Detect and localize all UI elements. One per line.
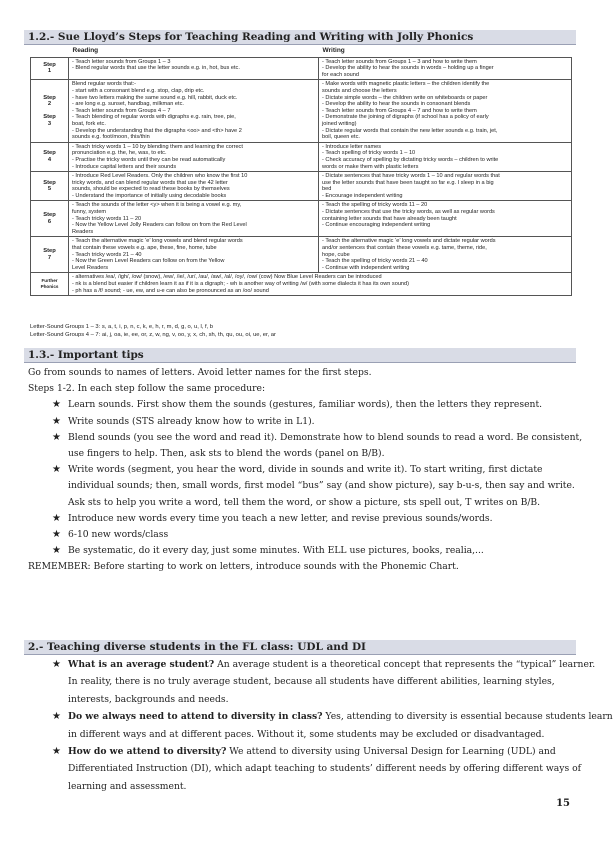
step-label-line: 5 (47, 186, 52, 193)
reading-line: that contain these vowels e.g. ape, these, fine, home, tube (72, 245, 217, 252)
writing-line: - Teach spelling of tricky words 1 – 10 (322, 150, 416, 157)
writing-line: - Demonstrate the joining of digraphs (if school has a policy of early (322, 114, 489, 121)
tip-bullet (28, 430, 583, 462)
writing-line: - Make words with magnetic plastic letters – the children identify the (322, 81, 490, 88)
reading-line: - Develop the understanding that the digraphs <oo> and <th> have 2 (72, 127, 242, 134)
qa-question: What is an average student? (68, 659, 215, 670)
reading-line: tricky words, and can blend regular words that use the 42 letter (72, 179, 228, 186)
tip-bullet (28, 397, 576, 413)
writing-line: - Teach letter sounds from Groups 4 – 7 and how to write them (322, 107, 477, 114)
section-heading-jolly-phonics (24, 30, 576, 44)
writing-line: bed (322, 186, 332, 193)
section-heading-text: 1.3.- Important tips (28, 349, 144, 361)
writing-line: - Encourage independent writing (322, 192, 403, 199)
reading-line: - Teach the alternative magic ‘e’ long vowels and blend regular words (72, 238, 243, 245)
writing-line: - Teach letter sounds from Groups 1 – 3 and how to write them (322, 58, 477, 65)
table-body (31, 57, 572, 296)
step-label-line: 3 (47, 120, 52, 127)
reading-line: - Practise the tricky words until they can be read automatically (72, 156, 226, 163)
tip-bullet-line: 6-10 new words/class (68, 529, 169, 541)
reading-line: pronunciation e.g. the, he, was, to etc. (72, 150, 167, 157)
reading-line: - Teach tricky words 21 – 40 (72, 251, 142, 258)
reading-line: - Introduce capital letters and their sounds (72, 163, 177, 170)
further-phonics-line: - nk is a blend but easier if children learn it as if it is a digraph; - wh is another way of writing /w/ (with some dialects it has its own sound) (72, 281, 410, 287)
step-row (31, 57, 572, 80)
tip-bullet-line: Write words (segment, you hear the word, divide in sounds and write it). To start writing, first dictate (68, 464, 543, 476)
writing-line: - Teach the spelling of tricky words 21 – 40 (322, 258, 428, 265)
step-label-line: Step (43, 150, 56, 157)
step-label-line: Step (43, 114, 56, 121)
letter-sound-group-4-7: Letter-Sound Groups 4 – 7: ai, j, oa, ie, ee, or, z, w, ng, v, oo, y, x, ch, sh, th, qu, ou, oi, ue, er, ar (30, 332, 276, 338)
tip-bullet-line: Write sounds (STS already know how to write in L1). (68, 415, 315, 427)
step-row (31, 80, 572, 142)
further-phonics-label-line: Phonics (40, 284, 59, 290)
star-bullet-icon: ★ (52, 711, 61, 723)
tip-bullet (28, 462, 576, 511)
reading-cell (69, 80, 319, 142)
qa-question: How do we attend to diversity? (68, 746, 227, 758)
reading-line: sounds e.g. foot/moon, this/thin (72, 134, 150, 141)
step-label-line: Step (43, 61, 56, 68)
further-phonics-line: - ph has a /f/ sound; - ue, ew, and u-e can also be pronounced as an /oo/ sound (72, 287, 269, 294)
step-label-line (34, 108, 65, 115)
reading-line: - Teach letter sounds from Groups 4 – 7 (72, 107, 171, 114)
header-writing: Writing (322, 47, 345, 54)
qa-answer-line: learning and assessment. (68, 780, 187, 792)
reading-line: sounds, should be expected to read these books by themselves (72, 186, 230, 193)
reading-cell (69, 172, 319, 201)
reading-line: - start with a consonant blend e.g. stop, clap, drip etc. (72, 87, 205, 94)
writing-line: boil, queen etc. (322, 134, 360, 141)
writing-line: containing letter sounds that have already been taught (322, 215, 457, 222)
writing-line: joined writing) (322, 120, 357, 127)
reading-line: - Teach letter sounds from Groups 1 – 3 (72, 58, 171, 65)
header-reading: Reading (72, 47, 99, 54)
writing-line: hope, cube (322, 251, 350, 258)
star-bullet-icon: ★ (52, 529, 61, 541)
step-label (31, 57, 69, 80)
writing-cell (319, 142, 572, 171)
step-label-line: Step (43, 248, 56, 255)
further-phonics-label-line: Further (41, 277, 58, 283)
step-label (31, 237, 69, 273)
heading-rule (24, 362, 576, 363)
writing-line: for each sound (322, 71, 360, 78)
writing-line: use the letter sounds that have been taught so far e.g. I sleep in a big (322, 179, 494, 186)
writing-line: - Continue with independent writing (322, 264, 410, 271)
letter-sound-group-1-3: Letter-Sound Groups 1 – 3: s, a, t, i, p, n, c, k, e, h, r, m, d, g, o, u, l, f, b (30, 324, 214, 330)
reading-cell (69, 142, 319, 171)
section-heading-diverse-students (24, 640, 576, 654)
reading-line: - Teach the sounds of the letter <y> when it is being a vowel e.g. my, (72, 202, 242, 209)
tips-intro-line: Steps 1-2. In each step follow the same procedure: (28, 383, 266, 395)
qa-answer-line: Yes, attending to diversity is essential because students learn (322, 711, 613, 723)
step-label-line: Step (43, 94, 56, 101)
writing-cell (319, 57, 572, 80)
tip-bullet-line: Blend sounds (you see the word and read it). Demonstrate how to blend sounds to read a word. Be consistent, (68, 431, 583, 443)
writing-line: and/or sentences that contain these vowels e.g. tame, theme, ride, (322, 245, 487, 252)
step-label-line: 2 (47, 101, 52, 108)
step-label-line: Step (43, 179, 56, 186)
qa-answer-line: Differentiated Instruction (DI), which adapt teaching to students’ different needs by offering different ways of (68, 763, 582, 775)
step-label-line: 6 (47, 218, 52, 225)
step-label-line: 1 (47, 68, 52, 75)
step-label-line: 7 (47, 254, 52, 261)
tip-bullet-line: Ask sts to help you write a word, tell them the word, or show a picture, sts spell out, T writes on B/B. (68, 496, 541, 508)
reading-cell (69, 201, 319, 237)
further-phonics-row (31, 273, 572, 296)
writing-cell (319, 237, 572, 273)
reading-line: - Teach tricky words 1 – 10 by blending them and learning the correct (72, 143, 243, 150)
reading-line: - Blend regular words that use the letter sounds e.g. in, hot, bus etc. (72, 65, 240, 72)
writing-line: - Teach the spelling of tricky words 11 – 20 (322, 202, 428, 209)
step-label (31, 172, 69, 201)
further-phonics-label (31, 273, 69, 296)
qa-item (28, 743, 582, 795)
section-heading-important-tips (24, 348, 576, 362)
heading-rule (24, 44, 576, 45)
tip-bullet-line: Be systematic, do it every day, just some minutes. With ELL use pictures, books, realia,... (68, 545, 484, 557)
qa-first-line (68, 708, 613, 725)
tip-bullet-line: Introduce new words every time you teach a new letter, and revise previous sounds/words. (68, 512, 493, 524)
writing-cell (319, 80, 572, 142)
table-header-row (31, 47, 572, 57)
heading-rule (24, 654, 576, 655)
reading-line: Level Readers (72, 264, 109, 271)
tips-bullet-list (28, 397, 583, 559)
star-bullet-icon: ★ (52, 431, 61, 443)
reading-cell (69, 57, 319, 80)
step-row (31, 172, 572, 201)
step-row (31, 237, 572, 273)
star-bullet-icon: ★ (52, 746, 61, 758)
reading-line: - have two letters making the same sound e.g. hill, rabbit, duck etc. (72, 94, 238, 101)
star-bullet-icon: ★ (52, 512, 61, 524)
section-heading-text: 1.2.- Sue Lloyd’s Steps for Teaching Reading and Writing with Jolly Phonics (28, 31, 474, 43)
qa-answer-line: In reality, there is no truly average student, because all students have different abilities, learning styles, (68, 676, 555, 688)
reading-line: Readers (72, 228, 94, 235)
qa-answer-line: We attend to diversity using Universal Design for Learning (UDL) and (226, 746, 556, 758)
reading-line: boat, fork etc. (72, 120, 106, 127)
step-label (31, 201, 69, 237)
reading-line: - Teach tricky words 11 – 20 (72, 215, 142, 222)
writing-line: words or make them with plastic letters (322, 163, 419, 170)
step-label-line: Step (43, 212, 56, 219)
star-bullet-icon: ★ (52, 415, 61, 427)
tip-bullet-line: use fingers to help. Then, ask sts to blend the words (panel on B/B). (68, 448, 385, 460)
jolly-phonics-steps-table (30, 47, 572, 296)
star-bullet-icon: ★ (52, 399, 61, 411)
qa-first-line (68, 656, 596, 673)
writing-line: - Teach the alternative magic ‘e’ long vowels and dictate regular words (322, 238, 496, 245)
reading-line: - Now the Yellow Level Jolly Readers can follow on from the Red Level (72, 222, 247, 229)
reading-line: Blend regular words that:- (72, 81, 137, 88)
star-bullet-icon: ★ (52, 545, 61, 557)
reading-cell (69, 237, 319, 273)
further-phonics-cell (69, 273, 572, 296)
reading-line: - are long e.g. sunset, handbag, milkman etc. (72, 101, 184, 108)
qa-question: Do we always need to attend to diversity in class? (68, 711, 323, 723)
writing-line: - Dictate regular words that contain the new letter sounds e.g. train, jet, (322, 127, 498, 134)
tip-bullet-line: Learn sounds. First show them the sounds (gestures, familiar words), then the letters they represent. (68, 399, 543, 411)
tip-bullet-line: individual sounds; then, small words, first model “bus” say (and show picture), say b-u-s, then say and write. (68, 480, 575, 492)
reading-line: funny, system (72, 209, 107, 216)
writing-cell (319, 172, 572, 201)
writing-line: - Develop the ability to hear the sounds in words – holding up a finger (322, 65, 494, 72)
reading-line: - Teach blending of regular words with digraphs e.g. rain, tree, pie, (72, 114, 236, 121)
tip-bullet (28, 414, 576, 430)
reading-line: - Introduce Red Level Readers. Only the children who know the first 10 (72, 173, 248, 180)
diversity-qa-list (28, 656, 613, 795)
qa-item (28, 656, 596, 708)
further-phonics-line: - alternatives /ea/, /igh/, /ow/ (snow), /ew/, /ie/, /ur/, /au/, /aw/, /al/, /oy/, /ow/ (cow) Now Blue Level Readers can be introduced (72, 274, 382, 281)
step-row (31, 201, 572, 237)
writing-cell (319, 201, 572, 237)
step-row (31, 142, 572, 171)
writing-line: sounds and choose the letters (322, 87, 397, 94)
tip-bullet (28, 543, 576, 559)
star-bullet-icon: ★ (52, 464, 61, 476)
header-step (31, 47, 69, 57)
writing-line: - Check accuracy of spelling by dictating tricky words – children to write (322, 156, 499, 163)
letter-sound-groups (30, 323, 276, 339)
writing-line: - Introduce letter names (322, 143, 382, 150)
section-heading-text: 2.- Teaching diverse students in the FL class: UDL and DI (28, 641, 366, 653)
writing-line: - Dictate simple words – the children write on whiteboards or paper (322, 94, 488, 101)
remember-line: REMEMBER: Before starting to work on letters, introduce sounds with the Phonemic Chart. (28, 561, 459, 573)
star-bullet-icon: ★ (52, 659, 61, 670)
qa-first-line (68, 743, 576, 760)
reading-line: - Now the Green Level Readers can follow on from the Yellow (72, 258, 225, 265)
writing-line: - Dictate sentences that have tricky words 1 – 10 and regular words that (322, 173, 500, 180)
qa-answer-line: in different ways and at different paces. Without it, some students may be excluded or disadvantaged. (68, 728, 545, 740)
step-label-line: 4 (47, 156, 52, 163)
qa-item (28, 708, 613, 743)
step-label (31, 142, 69, 171)
writing-line: - Develop the ability to hear the sounds in consonant blends (322, 101, 471, 108)
tips-intro-line: Go from sounds to names of letters. Avoid letter names for the first steps. (28, 367, 372, 378)
important-tips-body (28, 365, 583, 576)
tip-bullet (28, 511, 576, 527)
qa-answer-line: interests, backgrounds and needs. (68, 693, 229, 705)
writing-line: - Dictate sentences that use the tricky words, as well as regular words (322, 209, 495, 216)
tip-bullet (28, 527, 576, 543)
page-number: 15 (556, 798, 570, 809)
writing-line: - Continue encouraging independent writing (322, 222, 431, 229)
reading-line: - Understand the importance of initially using decodable books (72, 192, 227, 199)
qa-answer-line: An average student is a theoretical concept that represents the “typical” learner. (214, 659, 596, 670)
step-label (31, 80, 69, 142)
